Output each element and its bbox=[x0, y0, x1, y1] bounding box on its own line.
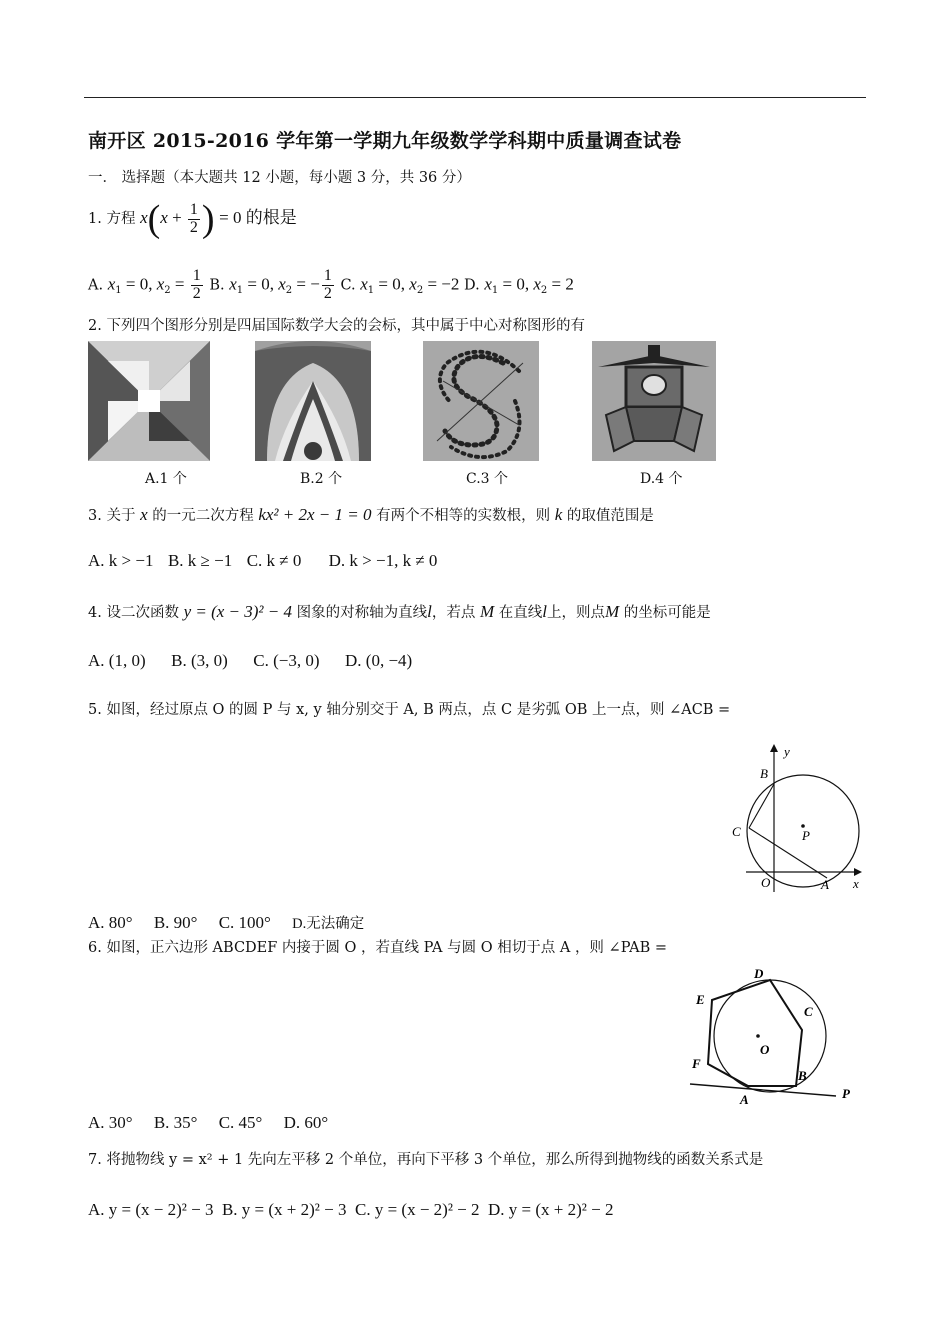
q4-text-a: 4. 设二次函数 bbox=[88, 605, 179, 621]
q6-label-d: D bbox=[754, 966, 764, 981]
q6-options bbox=[88, 1113, 328, 1133]
q4-opt-c: C. (−3, 0) bbox=[253, 651, 320, 670]
q5-opt-b: B. 90° bbox=[153, 913, 198, 932]
question-5: 5. 如图，经过原点 O 的圆 P 与 x, y 轴分别交于 A, B 两点，点 C 是劣弧 OB 上一点，则 ∠ACB = bbox=[88, 702, 731, 718]
q3-text-a: 3. 关于 bbox=[88, 508, 136, 524]
q5-label-x: x bbox=[853, 876, 859, 891]
question-3: 3. 关于 x 的一元二次方程 kx² + 2x − 1 = 0 有两个不相等的实数根，则 k 的取值范围是 bbox=[88, 505, 654, 524]
question-6: 6. 如图，正六边形 ABCDEF 内接于圆 O ，若直线 PA 与圆 O 相切于点 A ，则 ∠PAB = bbox=[88, 940, 668, 956]
q4-opt-b: B. (3, 0) bbox=[171, 651, 228, 670]
q4-equation: y = (x − 3)² − 4 bbox=[183, 602, 292, 621]
q6-hexagon-figure bbox=[684, 964, 864, 1110]
q1-opt-a-label: A. bbox=[88, 277, 104, 294]
caption-c: C.3 个 bbox=[466, 471, 509, 487]
caption-b: B.2 个 bbox=[300, 471, 343, 487]
q1-opt-c-label: C. bbox=[340, 277, 356, 294]
question-4: 4. 设二次函数 y = (x − 3)² − 4 图象的对称轴为直线l，若点 M 在直线l上，则点M 的坐标可能是 bbox=[88, 602, 711, 621]
q5-opt-d: D.无法确定 bbox=[292, 916, 365, 932]
caption-d: D.4 个 bbox=[640, 471, 683, 487]
logo-pinwheel bbox=[88, 341, 210, 461]
q7-opt-c: C. y = (x − 2)² − 2 bbox=[355, 1200, 480, 1219]
page-title: 南开区 2015-2016 学年第一学期九年级数学学科期中质量调查试卷 bbox=[88, 130, 682, 152]
q5-label-p: P bbox=[802, 828, 810, 843]
question-2: 2. 下列四个图形分别是四届国际数学大会的会标，其中属于中心对称图形的有 bbox=[88, 318, 585, 334]
q5-label-y: y bbox=[784, 744, 790, 759]
q3-text-d: 的取值范围是 bbox=[566, 508, 654, 524]
q6-label-c: C bbox=[804, 1004, 813, 1019]
q4-text-e: 上，则点 bbox=[546, 605, 605, 621]
logo-fountain bbox=[255, 341, 371, 461]
q5-circle-figure bbox=[728, 742, 868, 894]
q1-prefix: 方程 bbox=[106, 211, 136, 227]
q6-opt-a: A. 30° bbox=[88, 1113, 133, 1132]
q3-opt-a: A. k > −1 bbox=[88, 551, 154, 570]
q5-options bbox=[88, 913, 364, 933]
q6-opt-b: B. 35° bbox=[153, 1113, 198, 1132]
q5-label-o: O bbox=[761, 875, 771, 890]
q4-text-d: 在直线 bbox=[498, 605, 543, 621]
q3-opt-c: C. k ≠ 0 bbox=[246, 551, 302, 570]
question-1: 1. 方程 x(x + $\frac{1}{2}$ ) = 0 的根是 bbox=[88, 198, 297, 240]
logo-hat-figure bbox=[592, 341, 716, 461]
q6-label-b: B bbox=[798, 1068, 807, 1083]
q5-label-a: A bbox=[821, 877, 829, 892]
q5-opt-a: A. 80° bbox=[88, 913, 133, 932]
q1-suffix: = 0 的根是 bbox=[219, 208, 297, 227]
q1-options: A. $x_1 = 0$, $x_2$ = $\frac{1}{2}$ B. $x_1 = 0$, $x_2$ = − $\frac{1}{2}$ C. $x_1 = 0$, $x_2 = -2$ D. $x_1 = 0$, $x_2 = 2$ bbox=[88, 267, 574, 302]
q5-opt-c: C. 100° bbox=[218, 913, 271, 932]
q3-text-b: 的一元二次方程 bbox=[152, 508, 254, 524]
q7-opt-a: A. y = (x − 2)² − 3 bbox=[88, 1200, 214, 1219]
q1-opt-b-label: B. bbox=[209, 277, 225, 294]
q6-opt-d: D. 60° bbox=[283, 1113, 329, 1132]
q4-text-c: ，若点 bbox=[431, 605, 476, 621]
q4-text-f: 的坐标可能是 bbox=[623, 605, 711, 621]
q1-number: 1. bbox=[88, 211, 102, 227]
q4-options bbox=[88, 651, 412, 671]
q6-label-f: F bbox=[692, 1056, 701, 1071]
section-heading: 一． 选择题（本大题共 12 小题，每小题 3 分，共 36 分） bbox=[88, 170, 471, 186]
q6-label-e: E bbox=[696, 992, 705, 1007]
caption-a: A.1 个 bbox=[145, 471, 187, 487]
q7-opt-b: B. y = (x + 2)² − 3 bbox=[221, 1200, 347, 1219]
q4-text-b: 图象的对称轴为直线 bbox=[296, 605, 428, 621]
q3-equation: kx² + 2x − 1 = 0 bbox=[258, 505, 372, 524]
q3-opt-d: D. k > −1, k ≠ 0 bbox=[328, 551, 438, 570]
question-7: 7. 将抛物线 y = x² + 1 先向左平移 2 个单位，再向下平移 3 个单位，那么所得到抛物线的函数关系式是 bbox=[88, 1152, 764, 1168]
q6-label-a: A bbox=[740, 1092, 749, 1107]
q6-label-o: O bbox=[760, 1042, 770, 1057]
q3-options bbox=[88, 551, 443, 571]
q7-options bbox=[88, 1200, 614, 1220]
q3-text-c: 有两个不相等的实数根，则 bbox=[376, 508, 551, 524]
q4-opt-a: A. (1, 0) bbox=[88, 651, 146, 670]
q5-label-b: B bbox=[760, 766, 768, 781]
q5-label-c: C bbox=[732, 824, 741, 839]
q6-label-p: P bbox=[842, 1086, 850, 1101]
q1-opt-d-label: D. bbox=[463, 277, 480, 294]
logo-dotted-s bbox=[423, 341, 539, 461]
header-rule bbox=[84, 97, 866, 98]
q4-opt-d: D. (0, −4) bbox=[345, 651, 413, 670]
q7-opt-d: D. y = (x + 2)² − 2 bbox=[488, 1200, 614, 1219]
q3-opt-b: B. k ≥ −1 bbox=[167, 551, 233, 570]
q6-opt-c: C. 45° bbox=[218, 1113, 263, 1132]
